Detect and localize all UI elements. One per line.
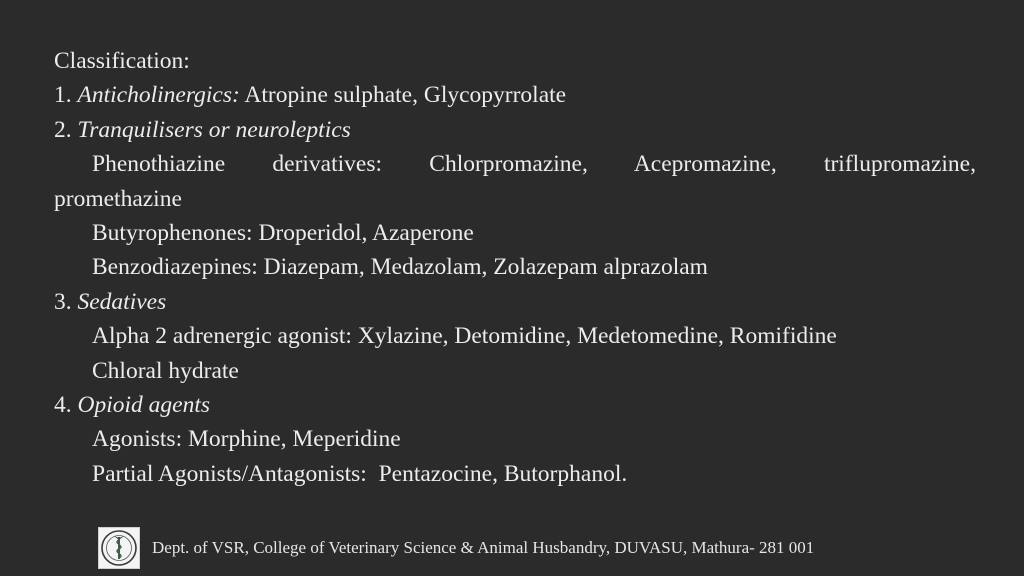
footer	[98, 527, 978, 571]
benzodiazepines-line: Benzodiazepines: Diazepam, Medazolam, Zolazepam alprazolam	[92, 254, 708, 281]
phenothiazine-wrap-line: promethazine	[54, 185, 182, 212]
classification-heading: Classification:	[54, 48, 190, 74]
item-title: Sedatives	[77, 288, 167, 315]
phenothiazine-line: Phenothiazine derivatives: Chlorpromazine, Acepromazine, triflupromazine,	[92, 151, 976, 178]
item-anticholinergics	[54, 78, 976, 112]
item-drugs: Atropine sulphate, Glycopyrrolate	[239, 82, 567, 109]
item-title: Anticholinergics:	[77, 82, 240, 109]
chloral-line: Chloral hydrate	[92, 357, 239, 384]
university-seal-icon	[98, 527, 140, 569]
item-number: 1.	[54, 82, 72, 109]
footer-text: Dept. of VSR, College of Veterinary Science & Animal Husbandry, DUVASU, Mathura- 281 001	[152, 538, 815, 557]
item-number: 4.	[54, 392, 72, 419]
item-tranquilisers	[54, 113, 976, 147]
partial-agonists-line: Partial Agonists/Antagonists: Pentazocine, Butorphanol.	[92, 460, 628, 487]
item-number: 3.	[54, 288, 72, 315]
agonists-line: Agonists: Morphine, Meperidine	[92, 426, 401, 453]
slide-content	[54, 44, 976, 491]
item-number: 2.	[54, 116, 72, 143]
item-title: Opioid agents	[77, 392, 211, 419]
item-title: Tranquilisers or neuroleptics	[77, 116, 351, 143]
alpha2-line: Alpha 2 adrenergic agonist: Xylazine, Detomidine, Medetomedine, Romifidine	[92, 323, 837, 350]
item-sedatives	[54, 285, 976, 319]
item-opioids	[54, 388, 976, 422]
butyrophenones-line: Butyrophenones: Droperidol, Azaperone	[92, 220, 474, 247]
